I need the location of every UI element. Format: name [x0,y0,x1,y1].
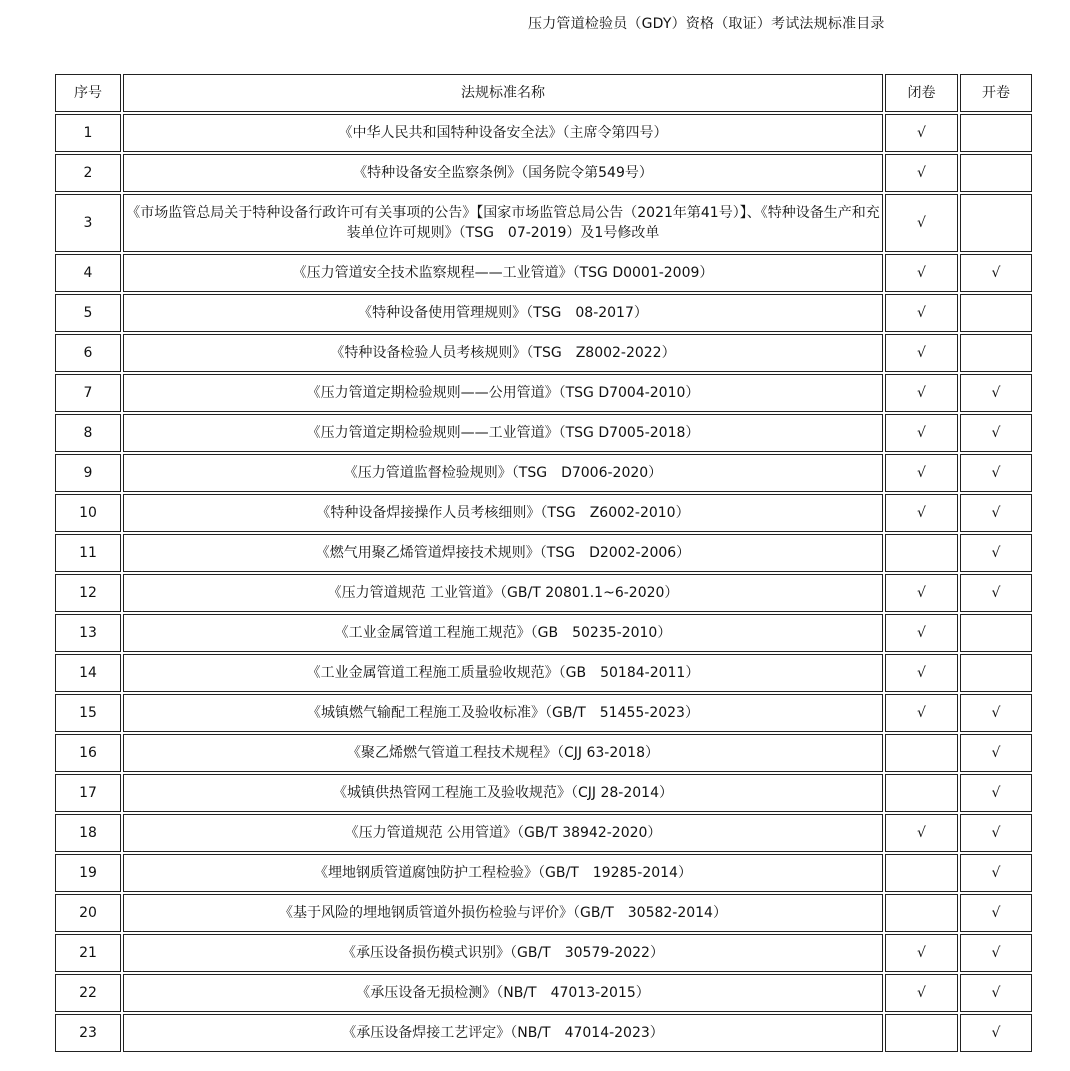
row-open-book-check: √ [960,1014,1032,1052]
table-row [55,154,1032,192]
row-name: 《特种设备检验人员考核规则》（TSG Z8002-2022） [123,334,883,372]
table-row [55,854,1032,892]
table-row [55,294,1032,332]
table-row [55,814,1032,852]
row-open-book-check [960,114,1032,152]
row-name: 《基于风险的埋地钢质管道外损伤检验与评价》（GB/T 30582-2014） [123,894,883,932]
table-row [55,494,1032,532]
row-name: 《特种设备焊接操作人员考核细则》（TSG Z6002-2010） [123,494,883,532]
page-title [0,14,1070,34]
row-closed-book-check [885,734,958,772]
row-open-book-check: √ [960,414,1032,452]
row-name: 《城镇燃气输配工程施工及验收标准》（GB/T 51455-2023） [123,694,883,732]
table-row [55,1014,1032,1052]
row-name: 《聚乙烯燃气管道工程技术规程》（CJJ 63-2018） [123,734,883,772]
row-seq: 7 [55,374,121,412]
row-open-book-check: √ [960,494,1032,532]
row-open-book-check: √ [960,774,1032,812]
row-seq: 16 [55,734,121,772]
row-closed-book-check: √ [885,694,958,732]
row-open-book-check [960,194,1032,252]
row-seq: 22 [55,974,121,1012]
table-row [55,254,1032,292]
row-name: 《特种设备安全监察条例》（国务院令第549号） [123,154,883,192]
table-row [55,414,1032,452]
row-name: 《工业金属管道工程施工规范》（GB 50235-2010） [123,614,883,652]
row-seq: 19 [55,854,121,892]
row-name: 《承压设备无损检测》（NB/T 47013-2015） [123,974,883,1012]
row-seq: 12 [55,574,121,612]
table-row [55,114,1032,152]
row-open-book-check [960,614,1032,652]
row-seq: 20 [55,894,121,932]
row-open-book-check [960,294,1032,332]
row-open-book-check: √ [960,254,1032,292]
row-closed-book-check [885,774,958,812]
row-seq: 14 [55,654,121,692]
header-name: 法规标准名称 [123,74,883,112]
row-open-book-check: √ [960,934,1032,972]
row-open-book-check: √ [960,814,1032,852]
regulations-table [53,72,1034,1054]
table-body [55,114,1032,1052]
row-open-book-check: √ [960,374,1032,412]
row-seq: 18 [55,814,121,852]
row-seq: 13 [55,614,121,652]
table-row [55,574,1032,612]
row-name: 《压力管道规范 公用管道》（GB/T 38942-2020） [123,814,883,852]
row-seq: 8 [55,414,121,452]
header-open-book: 开卷 [960,74,1032,112]
row-seq: 6 [55,334,121,372]
row-closed-book-check: √ [885,654,958,692]
row-seq: 17 [55,774,121,812]
row-seq: 5 [55,294,121,332]
row-closed-book-check: √ [885,494,958,532]
row-name: 《城镇供热管网工程施工及验收规范》（CJJ 28-2014） [123,774,883,812]
table-row [55,334,1032,372]
table-row [55,934,1032,972]
row-open-book-check: √ [960,894,1032,932]
row-name: 《燃气用聚乙烯管道焊接技术规则》（TSG D2002-2006） [123,534,883,572]
row-name: 《特种设备使用管理规则》（TSG 08-2017） [123,294,883,332]
row-name: 《压力管道安全技术监察规程——工业管道》（TSG D0001-2009） [123,254,883,292]
row-closed-book-check: √ [885,974,958,1012]
table-row [55,534,1032,572]
row-closed-book-check: √ [885,414,958,452]
row-open-book-check: √ [960,694,1032,732]
table-row [55,454,1032,492]
table-header-row [55,74,1032,112]
row-seq: 23 [55,1014,121,1052]
table-row [55,654,1032,692]
row-closed-book-check: √ [885,194,958,252]
row-closed-book-check [885,894,958,932]
row-name: 《中华人民共和国特种设备安全法》（主席令第四号） [123,114,883,152]
row-open-book-check [960,154,1032,192]
row-seq: 3 [55,194,121,252]
row-name: 《埋地钢质管道腐蚀防护工程检验》（GB/T 19285-2014） [123,854,883,892]
row-closed-book-check: √ [885,154,958,192]
row-seq: 11 [55,534,121,572]
table-row [55,374,1032,412]
row-seq: 10 [55,494,121,532]
row-open-book-check: √ [960,854,1032,892]
table-row [55,694,1032,732]
row-name: 《压力管道定期检验规则——公用管道》（TSG D7004-2010） [123,374,883,412]
row-seq: 21 [55,934,121,972]
row-name: 《压力管道监督检验规则》（TSG D7006-2020） [123,454,883,492]
row-closed-book-check: √ [885,114,958,152]
row-seq: 1 [55,114,121,152]
row-name: 《压力管道规范 工业管道》（GB/T 20801.1~6-2020） [123,574,883,612]
row-open-book-check: √ [960,734,1032,772]
header-closed-book: 闭卷 [885,74,958,112]
row-seq: 9 [55,454,121,492]
row-closed-book-check: √ [885,254,958,292]
row-name: 《承压设备损伤模式识别》（GB/T 30579-2022） [123,934,883,972]
table-row [55,194,1032,252]
row-open-book-check [960,654,1032,692]
row-seq: 2 [55,154,121,192]
row-closed-book-check: √ [885,454,958,492]
row-name: 《压力管道定期检验规则——工业管道》（TSG D7005-2018） [123,414,883,452]
row-closed-book-check: √ [885,374,958,412]
row-closed-book-check: √ [885,814,958,852]
row-closed-book-check: √ [885,934,958,972]
row-name: 《市场监管总局关于特种设备行政许可有关事项的公告》【国家市场监管总局公告（2021年第41号）】、《特种设备生产和充装单位许可规则》（TSG 07-2019）及1号修改单 [123,194,883,252]
table-row [55,974,1032,1012]
row-closed-book-check: √ [885,574,958,612]
row-seq: 4 [55,254,121,292]
page-title-text: 压力管道检验员（GDY）资格（取证）考试法规标准目录 [528,16,885,32]
row-open-book-check [960,334,1032,372]
table-row [55,734,1032,772]
row-closed-book-check [885,854,958,892]
table-row [55,774,1032,812]
row-closed-book-check: √ [885,614,958,652]
table-row [55,614,1032,652]
row-name: 《工业金属管道工程施工质量验收规范》（GB 50184-2011） [123,654,883,692]
row-seq: 15 [55,694,121,732]
row-open-book-check: √ [960,574,1032,612]
row-closed-book-check [885,1014,958,1052]
header-seq: 序号 [55,74,121,112]
row-open-book-check: √ [960,454,1032,492]
row-open-book-check: √ [960,974,1032,1012]
row-name: 《承压设备焊接工艺评定》（NB/T 47014-2023） [123,1014,883,1052]
row-closed-book-check: √ [885,334,958,372]
row-closed-book-check: √ [885,294,958,332]
table-row [55,894,1032,932]
row-open-book-check: √ [960,534,1032,572]
row-closed-book-check [885,534,958,572]
